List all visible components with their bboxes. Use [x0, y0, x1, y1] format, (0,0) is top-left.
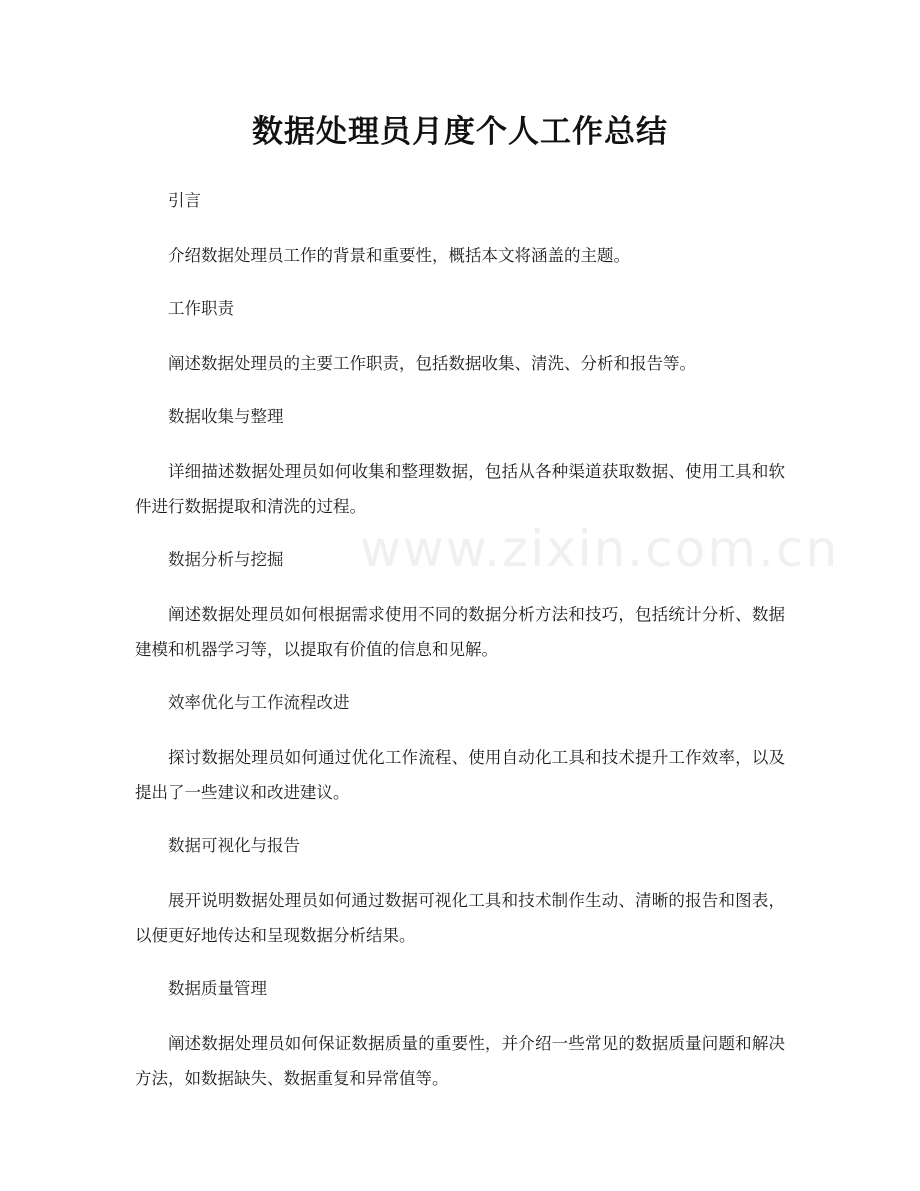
section-heading-intro: 引言 — [168, 191, 201, 210]
section-heading-collection: 数据收集与整理 — [168, 407, 284, 426]
section-body-analysis: 阐述数据处理员如何根据需求使用不同的数据分析方法和技巧，包括统计分析、数据建模和机器学习等，以提取有价值的信息和见解。 — [135, 605, 785, 659]
section-body-collection: 详细描述数据处理员如何收集和整理数据，包括从各种渠道获取数据、使用工具和软件进行数据提取和清洗的过程。 — [135, 462, 785, 516]
section-body-intro: 介绍数据处理员工作的背景和重要性，概括本文将涵盖的主题。 — [168, 246, 630, 265]
section-body-efficiency: 探讨数据处理员如何通过优化工作流程、使用自动化工具和技术提升工作效率，以及提出了一些建议和改进建议。 — [135, 748, 785, 802]
section-heading-responsibilities: 工作职责 — [168, 299, 234, 318]
section-heading-analysis: 数据分析与挖掘 — [168, 550, 284, 569]
document-body — [135, 186, 785, 1117]
section-body-quality: 阐述数据处理员如何保证数据质量的重要性，并介绍一些常见的数据质量问题和解决方法，如数据缺失、数据重复和异常值等。 — [135, 1034, 785, 1088]
section-body-responsibilities: 阐述数据处理员的主要工作职责，包括数据收集、清洗、分析和报告等。 — [168, 354, 696, 373]
section-heading-efficiency: 效率优化与工作流程改进 — [168, 693, 350, 712]
section-heading-quality: 数据质量管理 — [168, 979, 267, 998]
watermark: www.zixin.com.cn — [360, 520, 840, 578]
section-body-visualization: 展开说明数据处理员如何通过数据可视化工具和技术制作生动、清晰的报告和图表，以便更好地传达和呈现数据分析结果。 — [135, 891, 785, 945]
document-title: 数据处理员月度个人工作总结 — [252, 114, 668, 150]
section-heading-visualization: 数据可视化与报告 — [168, 836, 300, 855]
